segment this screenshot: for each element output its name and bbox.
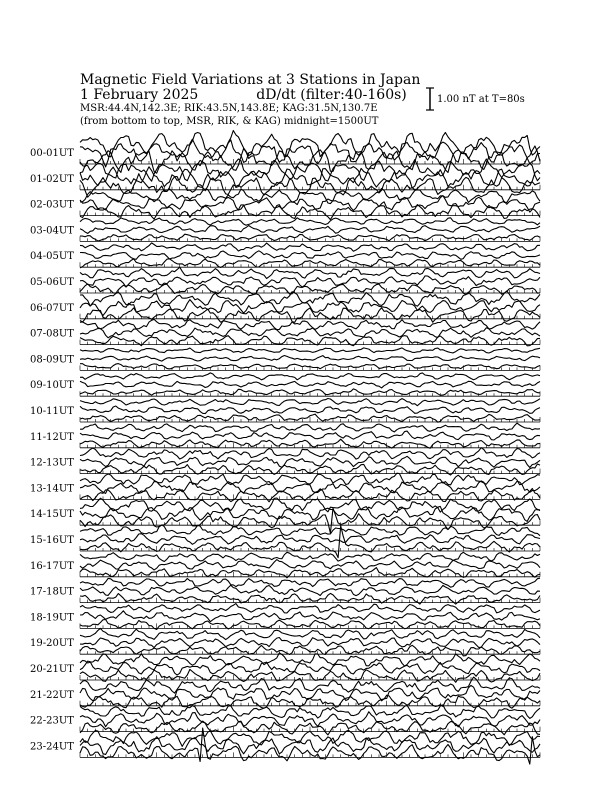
trace-RIK-08-09UT xyxy=(80,356,540,362)
trace-KAG-23-24UT xyxy=(80,730,540,746)
row-label-23-24UT: 23-24UT xyxy=(30,741,74,753)
row-label-11-12UT: 11-12UT xyxy=(30,431,74,443)
row-label-00-01UT: 00-01UT xyxy=(30,148,74,159)
trace-KAG-03-04UT xyxy=(80,218,540,225)
row-label-19-20UT: 19-20UT xyxy=(30,638,74,650)
row-label-07-08UT: 07-08UT xyxy=(30,328,74,340)
row-label-16-17UT: 16-17UT xyxy=(30,560,74,572)
page-title: Magnetic Field Variations at 3 Stations in Japan xyxy=(80,72,421,88)
row-label-20-21UT: 20-21UT xyxy=(30,664,74,675)
row-label-18-19UT: 18-19UT xyxy=(30,612,74,624)
trace-KAG-13-14UT xyxy=(80,473,540,485)
trace-RIK-05-06UT xyxy=(80,276,540,287)
trace-KAG-11-12UT xyxy=(80,423,540,432)
trace-KAG-09-10UT xyxy=(80,373,540,380)
row-label-06-07UT: 06-07UT xyxy=(30,302,74,314)
trace-RIK-13-14UT xyxy=(80,481,540,494)
trace-RIK-17-18UT xyxy=(80,585,540,595)
trace-RIK-22-23UT xyxy=(80,712,540,727)
trace-RIK-23-24UT xyxy=(80,737,540,755)
trace-KAG-18-19UT xyxy=(80,604,540,613)
row-label-12-13UT: 12-13UT xyxy=(30,457,74,469)
trace-KAG-17-18UT xyxy=(80,578,540,587)
row-label-15-16UT: 15-16UT xyxy=(30,535,74,546)
row-label-02-03UT: 02-03UT xyxy=(30,199,74,211)
row-label-17-18UT: 17-18UT xyxy=(30,586,74,598)
trace-KAG-10-11UT xyxy=(80,399,540,406)
trace-RIK-09-10UT xyxy=(80,381,540,388)
trace-KAG-04-05UT xyxy=(80,243,540,251)
trace-RIK-10-11UT xyxy=(80,406,540,414)
trace-RIK-15-16UT xyxy=(80,534,540,545)
trace-RIK-11-12UT xyxy=(80,431,540,440)
stations-label: MSR:44.4N,142.3E; RIK:43.5N,143.8E; KAG:31.5N,130.7E xyxy=(80,103,378,114)
trace-RIK-07-08UT xyxy=(80,328,540,338)
trace-RIK-16-17UT xyxy=(80,560,540,570)
row-label-08-09UT: 08-09UT xyxy=(30,354,74,366)
row-label-14-15UT: 14-15UT xyxy=(30,509,74,521)
filter-label: dD/dt (filter:40-160s) xyxy=(256,87,407,103)
trace-KAG-15-16UT xyxy=(80,525,540,536)
trace-RIK-04-05UT xyxy=(80,251,540,259)
trace-KAG-16-17UT xyxy=(80,552,540,561)
row-label-03-04UT: 03-04UT xyxy=(30,225,74,237)
row-label-13-14UT: 13-14UT xyxy=(30,483,74,495)
row-label-01-02UT: 01-02UT xyxy=(30,173,74,185)
trace-RIK-03-04UT xyxy=(80,226,540,234)
row-label-21-22UT: 21-22UT xyxy=(30,689,74,701)
order-note: (from bottom to top, MSR, RIK, & KAG) midnight=1500UT xyxy=(80,116,379,127)
scale-label: 1.00 nT at T=80s xyxy=(437,94,525,105)
row-label-10-11UT: 10-11UT xyxy=(30,406,74,417)
date-label: 1 February 2025 xyxy=(80,87,199,103)
trace-KAG-20-21UT xyxy=(80,653,540,666)
row-label-22-23UT: 22-23UT xyxy=(30,715,74,727)
trace-KAG-02-03UT xyxy=(80,188,540,203)
trace-KAG-12-13UT xyxy=(80,448,540,459)
row-label-09-10UT: 09-10UT xyxy=(30,380,74,392)
trace-KAG-22-23UT xyxy=(80,705,540,719)
row-label-04-05UT: 04-05UT xyxy=(30,251,74,263)
trace-KAG-08-09UT xyxy=(80,348,540,353)
trace-RIK-14-15UT xyxy=(80,506,540,521)
trace-RIK-19-20UT xyxy=(80,638,540,648)
trace-KAG-19-20UT xyxy=(80,628,540,639)
row-label-05-06UT: 05-06UT xyxy=(30,277,74,288)
trace-KAG-05-06UT xyxy=(80,267,540,278)
